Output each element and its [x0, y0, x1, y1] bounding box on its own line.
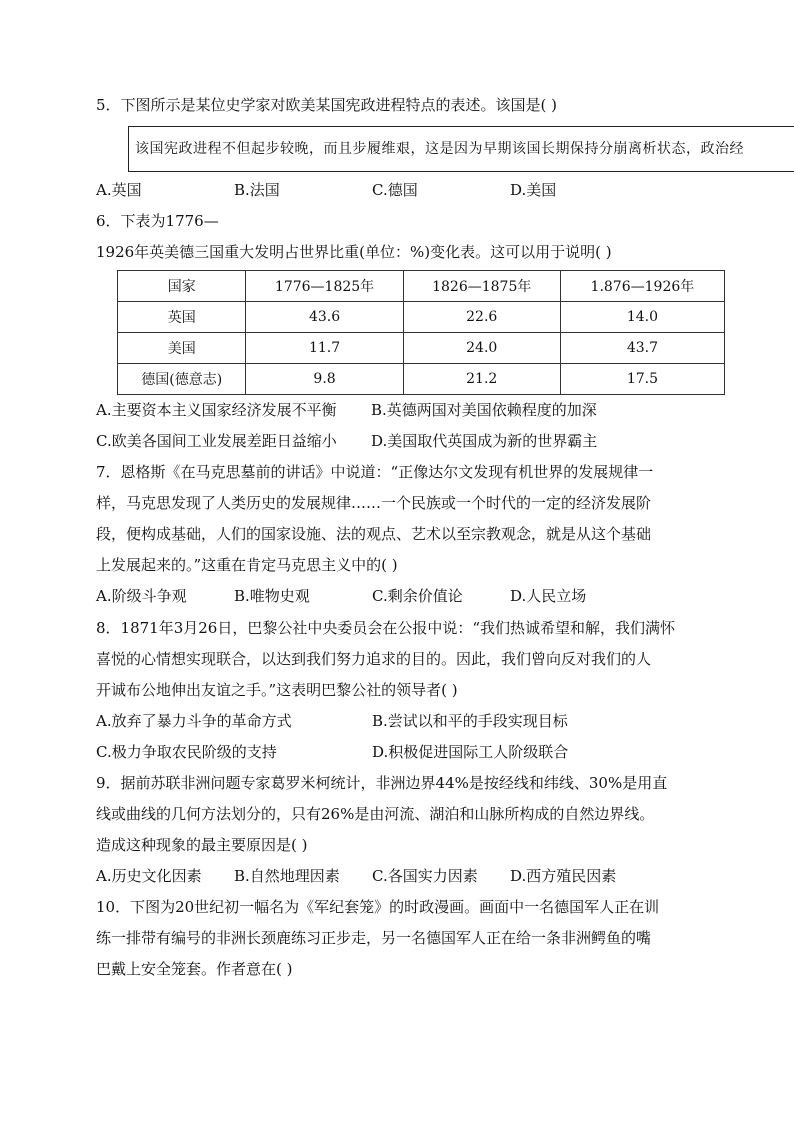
table-cell: 英国	[118, 302, 246, 333]
table-cell: 11.7	[246, 333, 403, 364]
q7-option-a[interactable]: A.阶级斗争观	[96, 587, 187, 605]
q8-options-row1	[96, 710, 756, 732]
q10-line-3: 巴戴上安全笼套。作者意在( )	[96, 960, 293, 978]
q9-option-b[interactable]: B.自然地理因素	[234, 867, 340, 885]
q10-line-2: 练一排带有编号的非洲长颈鹿练习正步走，另一名德国军人正在给一条非洲鳄鱼的嘴	[96, 929, 652, 947]
table-row	[118, 333, 725, 364]
q8-option-d[interactable]: D.积极促进国际工人阶级联合	[372, 743, 569, 761]
q8-line-1: 8．1871年3月26日，巴黎公社中央委员会在公报中说：“我们热诚希望和解，我们满怀	[96, 619, 676, 637]
table-cell: 美国	[118, 333, 246, 364]
q7-line-1: 7．恩格斯《在马克思墓前的讲话》中说道：“正像达尔文发现有机世界的发展规律一	[96, 463, 654, 481]
q5-option-b[interactable]: B.法国	[234, 181, 280, 199]
table-cell: 德国(德意志)	[118, 364, 246, 395]
table-header-cell: 国家	[118, 271, 246, 302]
table-header-cell: 1776—1825年	[246, 271, 403, 302]
table-header-row	[118, 271, 725, 302]
q10-line-1: 10．下图为20世纪初一幅名为《军纪套笼》的时政漫画。画面中一名德国军人正在训	[96, 898, 660, 916]
q7-line-3: 段，便构成基础，人们的国家设施、法的观点、艺术以至宗教观念，就是从这个基础	[96, 525, 652, 543]
q9-option-c[interactable]: C.各国实力因素	[372, 867, 478, 885]
q5-stem: 5．下图所示是某位史学家对欧美某国宪政进程特点的表述。该国是( )	[96, 96, 558, 114]
q7-option-d[interactable]: D.人民立场	[510, 587, 587, 605]
q6-options-row2	[96, 430, 756, 452]
q9-option-d[interactable]: D.西方殖民因素	[510, 867, 617, 885]
q5-options	[96, 179, 756, 201]
q9-line-3: 造成这种现象的最主要原因是( )	[96, 836, 308, 854]
q6-options-row1	[96, 399, 756, 421]
table-row	[118, 302, 725, 333]
q5-option-a[interactable]: A.英国	[96, 181, 142, 199]
q5-option-d[interactable]: D.美国	[510, 181, 557, 199]
table-row	[118, 364, 725, 395]
q6-option-b[interactable]: B.英德两国对美国依赖程度的加深	[371, 401, 597, 419]
table-cell: 22.6	[403, 302, 560, 333]
q8-option-a[interactable]: A.放弃了暴力斗争的革命方式	[96, 712, 292, 730]
q7-option-b[interactable]: B.唯物史观	[234, 587, 310, 605]
q8-line-3: 开诚布公地伸出友谊之手。”这表明巴黎公社的领导者( )	[96, 681, 458, 699]
q9-option-a[interactable]: A.历史文化因素	[96, 867, 202, 885]
q7-line-4: 上发展起来的。”这重在肯定马克思主义中的( )	[96, 556, 398, 574]
q9-options	[96, 865, 756, 887]
q5-option-c[interactable]: C.德国	[372, 181, 418, 199]
table-cell: 21.2	[403, 364, 560, 395]
q6-option-d[interactable]: D.美国取代英国成为新的世界霸主	[371, 432, 598, 450]
q5-quote-box: 该国宪政进程不但起步较晚，而且步履维艰，这是因为早期该国长期保持分崩离析状态，政治经	[128, 126, 794, 172]
q8-line-2: 喜悦的心情想实现联合，以达到我们努力追求的目的。因此，我们曾向反对我们的人	[96, 650, 652, 668]
table-cell: 17.5	[560, 364, 724, 395]
table-header-cell: 1826—1875年	[403, 271, 560, 302]
q9-line-2: 线或曲线的几何方法划分的，只有26%是由河流、湖泊和山脉所构成的自然边界线。	[96, 805, 655, 823]
q6-option-c[interactable]: C.欧美各国间工业发展差距日益缩小	[96, 432, 337, 450]
q9-line-1: 9．据前苏联非洲问题专家葛罗米柯统计，非洲边界44%是按经线和纬线、30%是用直	[96, 774, 668, 792]
q8-option-c[interactable]: C.极力争取农民阶级的支持	[96, 743, 277, 761]
q6-option-a[interactable]: A.主要资本主义国家经济发展不平衡	[96, 401, 337, 419]
table-cell: 9.8	[246, 364, 403, 395]
inventions-table	[117, 270, 725, 395]
q7-line-2: 样，马克思发现了人类历史的发展规律……一个民族或一个时代的一定的经济发展阶	[96, 494, 652, 512]
q7-options	[96, 585, 756, 607]
q8-option-b[interactable]: B.尝试以和平的手段实现目标	[372, 712, 568, 730]
q6-stem-line2: 1926年英美德三国重大发明占世界比重(单位：%)变化表。这可以用于说明( )	[96, 243, 612, 261]
table-cell: 14.0	[560, 302, 724, 333]
table-cell: 24.0	[403, 333, 560, 364]
q6-stem-line1: 6．下表为1776—	[96, 212, 219, 230]
table-cell: 43.6	[246, 302, 403, 333]
q7-option-c[interactable]: C.剩余价值论	[372, 587, 463, 605]
table-header-cell: 1.876—1926年	[560, 271, 724, 302]
q8-options-row2	[96, 741, 756, 763]
table-cell: 43.7	[560, 333, 724, 364]
